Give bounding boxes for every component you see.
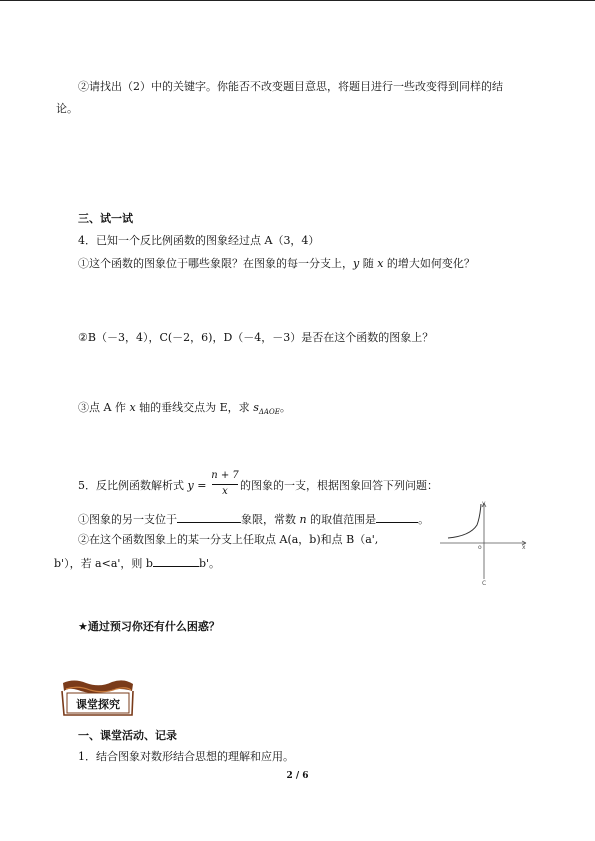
graph-y-label: y [482,500,486,507]
section-3-title: 三、试一试 [78,212,133,225]
question-5-part-1: ①图象的另一支位于 象限，常数 n 的取值范围是 。 [78,513,430,526]
question-5-part-2-line-1: ②在这个函数图象上的某一分支上任取点 A(a，b)和点 B（a', [78,533,379,546]
question-4-part-3: ③点 A 作 x 轴的垂线交点为 E，求 $s_{\Delta AOE}$。 [78,401,291,416]
classroom-activity-title: 一、课堂活动、记录 [78,729,177,742]
badge-label: 课堂探究 [76,698,120,711]
confusion-heading: ★通过预习你还有什么困惑？ [78,620,220,633]
question-2-part-2-line-1: ②请找出（2）中的关键字。你能否不改变题目意思，将题目进行一些改变得到同样的结 [78,80,503,93]
classroom-item-1: 1．结合图象对数形结合思想的理解和应用。 [78,750,294,763]
question-4-part-2: ②B（－3，4），C(－2，6)，D（－4，－3）是否在这个函数的图象上？ [78,331,434,344]
fraction-bar [212,484,238,485]
fraction-denominator: x [222,486,228,497]
question-4-part-1: ①这个函数的图象位于哪些象限？在图象的每一分支上，y 随 x 的增大如何变化？ [78,257,475,270]
graph-bottom-label: C [482,580,487,587]
question-5-stem-prefix: 5．反比例函数解析式 y = [78,479,207,492]
question-5-part-2-line-2: b'），若 a<a'，则 b b'。 [54,557,221,570]
hyperbola-branch [448,504,481,538]
graph-x-label: x [522,544,526,551]
hyperbola-graph [440,497,530,587]
question-4-stem: 4．已知一个反比例函数的图象经过点 A（3，4） [78,234,320,247]
page-top-border [0,0,595,1]
question-5-stem-suffix: 的图象的一支，根据图象回答下列问题： [240,479,438,492]
page-number: 2 / 6 [286,771,309,781]
fraction-numerator: n + 7 [211,470,239,481]
question-2-part-2-line-2: 论。 [56,102,78,115]
graph-origin-label: o [478,544,482,551]
classroom-explore-badge [60,679,136,719]
